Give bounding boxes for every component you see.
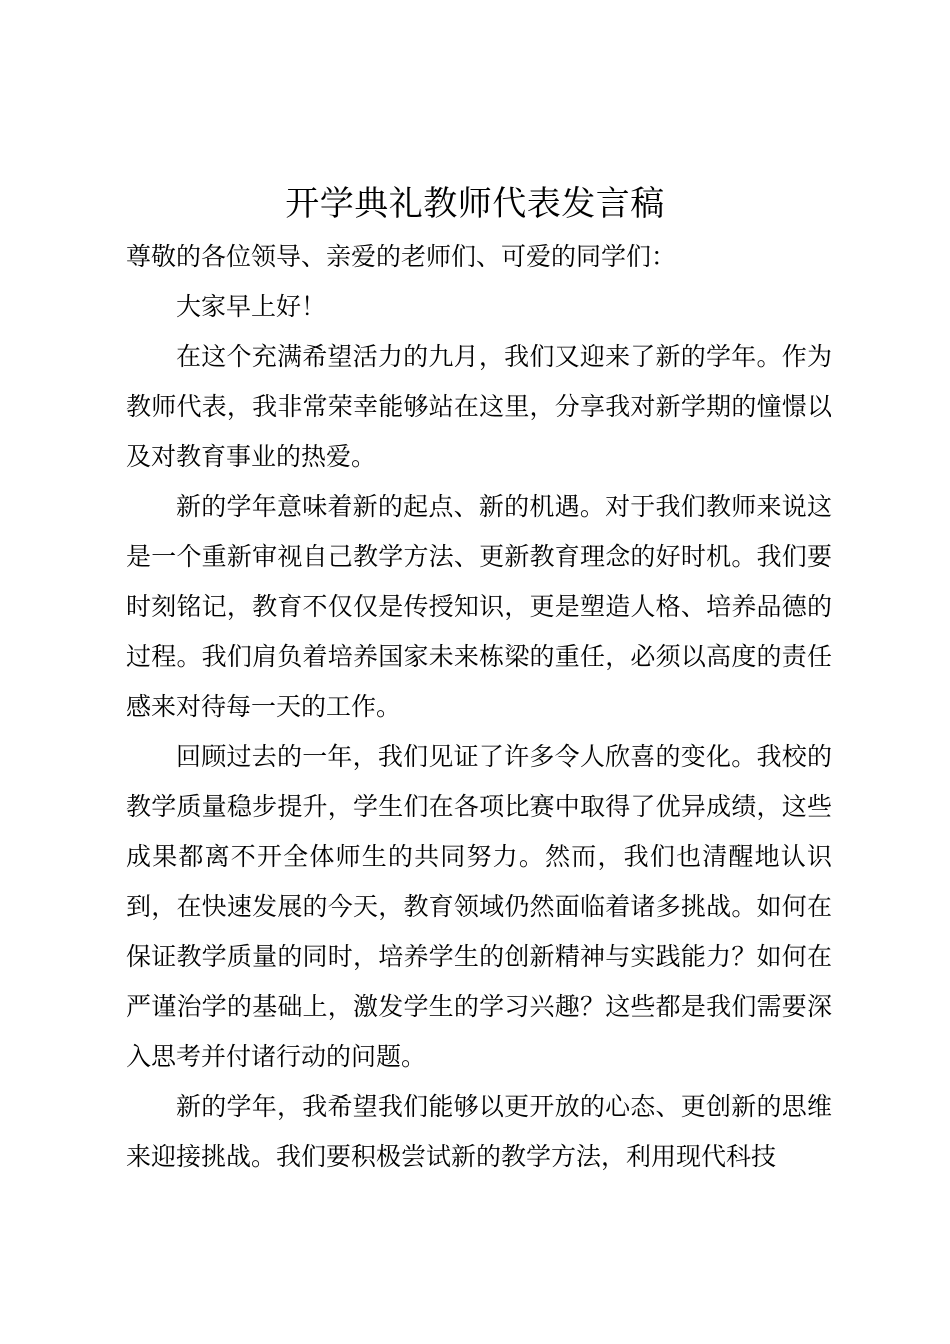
document-body (126, 232, 832, 1182)
paragraph-opening: 在这个充满希望活力的九月，我们又迎来了新的学年。作为教师代表，我非常荣幸能够站在这里，分享我对新学期的憧憬以及对教育事业的热爱。 (126, 342, 832, 471)
paragraph-new-year: 新的学年意味着新的起点、新的机遇。对于我们教师来说这是一个重新审视自己教学方法、更新教育理念的好时机。我们要时刻铭记，教育不仅仅是传授知识，更是塑造人格、培养品德的过程。我们肩负着培养国家未来栋梁的重任，必须以高度的责任感来对待每一天的工作。 (126, 492, 832, 721)
document-title: 开学典礼教师代表发言稿 (285, 184, 665, 224)
paragraph-greeting: 大家早上好！ (176, 292, 327, 321)
paragraph-review: 回顾过去的一年，我们见证了许多令人欣喜的变化。我校的教学质量稳步提升，学生们在各项比赛中取得了优异成绩，这些成果都离不开全体师生的共同努力。然而，我们也清醒地认识到，在快速发展的今天，教育领域仍然面临着诸多挑战。如何在保证教学质量的同时，培养学生的创新精神与实践能力？如何在严谨治学的基础上，激发学生的学习兴趣？这些都是我们需要深入思考并付诸行动的问题。 (126, 742, 832, 1071)
paragraph-hope: 新的学年，我希望我们能够以更开放的心态、更创新的思维来迎接挑战。我们要积极尝试新的教学方法，利用现代科技 (126, 1092, 832, 1171)
salutation: 尊敬的各位领导、亲爱的老师们、可爱的同学们： (126, 242, 677, 271)
